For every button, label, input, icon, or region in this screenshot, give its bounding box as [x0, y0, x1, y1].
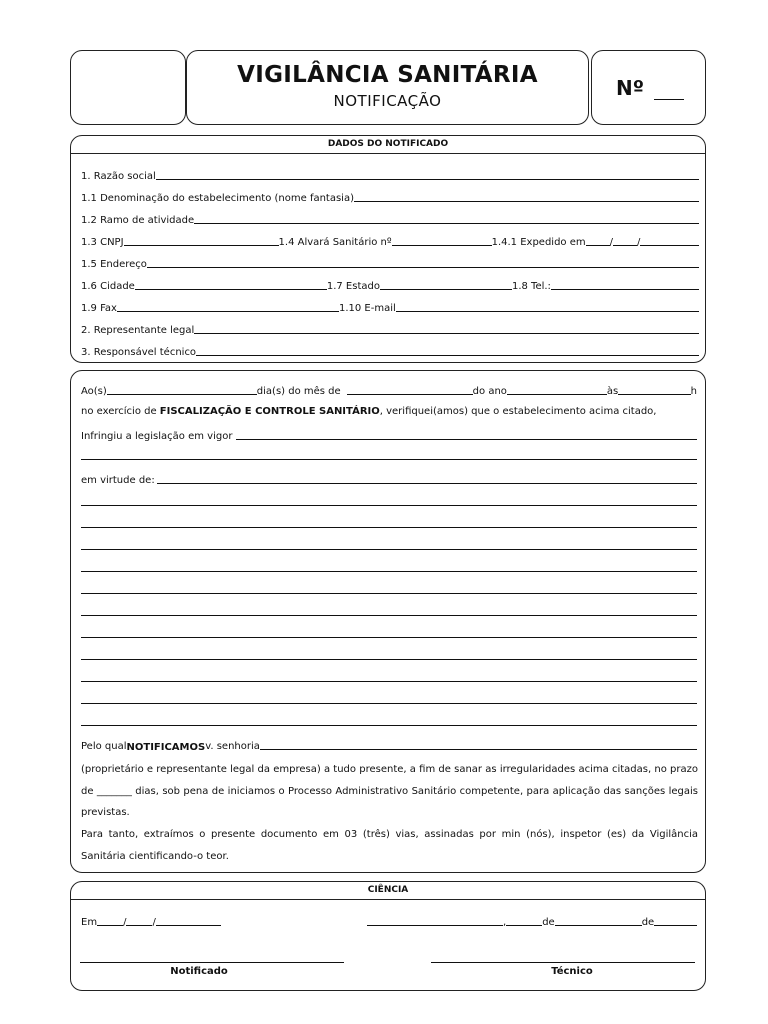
- place-field[interactable]: [367, 925, 503, 926]
- fax-label: 1.9 Fax: [81, 303, 117, 314]
- deadline-paragraph: (proprietário e representante legal da empresa) a tudo presente, a fim de sanar as irregularidades acima citadas, no prazo de _______ dias, sob pena de iniciamos o Processo Administrativo Sanitário competente, para aplicação das sanções legais previstas.: [81, 764, 698, 818]
- sign-year-field[interactable]: [654, 925, 697, 926]
- tecnico-label: Técnico: [551, 966, 593, 977]
- ciencia-month-field[interactable]: [126, 925, 152, 926]
- ramo-label: 1.2 Ramo de atividade: [81, 215, 195, 226]
- reason-line[interactable]: [81, 571, 697, 572]
- estado-label: 1.7 Estado: [326, 281, 380, 292]
- virtude-row: [81, 469, 697, 487]
- senhoria-field[interactable]: [260, 749, 697, 750]
- tel-field[interactable]: [551, 289, 699, 290]
- representante-field[interactable]: [194, 333, 699, 334]
- virtude-label: em virtude de:: [81, 475, 155, 486]
- de-label-2: de: [641, 917, 655, 928]
- sign-day-field[interactable]: [506, 925, 542, 926]
- notificamos-row: [81, 735, 697, 753]
- email-field[interactable]: [396, 311, 699, 312]
- reason-line[interactable]: [81, 681, 697, 682]
- endereco-row: [81, 251, 699, 271]
- ciencia-year-field[interactable]: [156, 925, 221, 926]
- ramo-field[interactable]: [194, 223, 699, 224]
- cidade-field[interactable]: [135, 289, 327, 290]
- reason-line[interactable]: [81, 593, 697, 594]
- logo-box: [70, 50, 186, 125]
- sign-month-field[interactable]: [555, 925, 642, 926]
- ramo-row: [81, 207, 699, 227]
- reason-line[interactable]: [81, 615, 697, 616]
- day-field[interactable]: [107, 394, 257, 395]
- year-field[interactable]: [507, 394, 607, 395]
- reason-line[interactable]: [81, 637, 697, 638]
- denominacao-field[interactable]: [354, 201, 699, 202]
- dias-label: dia(s) do mês de: [256, 386, 341, 397]
- cnpj-label: 1.3 CNPJ: [81, 237, 124, 248]
- denominacao-row: [81, 185, 699, 205]
- h-label: h: [690, 386, 697, 397]
- ciencia-heading: CIÊNCIA: [71, 882, 705, 900]
- virtude-field[interactable]: [157, 483, 697, 484]
- alvara-field[interactable]: [392, 245, 492, 246]
- notificado-signature-line[interactable]: [80, 962, 344, 963]
- cidade-row: [81, 273, 699, 293]
- ciencia-date-row: Em / /: [81, 911, 221, 929]
- number-box: [591, 50, 706, 125]
- fax-field[interactable]: [117, 311, 339, 312]
- de-label-1: de: [542, 917, 555, 928]
- responsavel-row: [81, 339, 699, 359]
- notified-data-section: [70, 135, 706, 363]
- estado-field[interactable]: [380, 289, 512, 290]
- reason-line[interactable]: [81, 703, 697, 704]
- representante-row: [81, 317, 699, 337]
- infringiu-label: Infringiu a legislação em vigor: [81, 431, 233, 442]
- cnpj-row: 1.3 CNPJ 1.4 Alvará Sanitário nº 1.4.1 Expedido em / /: [81, 229, 699, 249]
- expedido-label: 1.4.1 Expedido em: [491, 237, 586, 248]
- number-field[interactable]: [654, 99, 684, 100]
- responsavel-label: 3. Responsável técnico: [81, 347, 197, 358]
- notificamos-text: NOTIFICAMOS: [126, 742, 206, 753]
- reason-line[interactable]: [81, 527, 697, 528]
- notification-body-section: [70, 370, 706, 873]
- notified-data-heading: DADOS DO NOTIFICADO: [71, 136, 705, 154]
- hour-field[interactable]: [618, 394, 690, 395]
- infringiu-field[interactable]: [236, 439, 697, 440]
- reason-line[interactable]: [81, 505, 697, 506]
- notificado-label: Notificado: [170, 966, 228, 977]
- number-label: Nº: [616, 76, 645, 100]
- responsavel-field[interactable]: [196, 355, 699, 356]
- em-label: Em: [81, 917, 98, 928]
- place-date-row: , de de: [367, 911, 697, 929]
- alvara-label: 1.4 Alvará Sanitário nº: [278, 237, 392, 248]
- fax-row: [81, 295, 699, 315]
- reason-line[interactable]: [81, 659, 697, 660]
- razao-social-label: 1. Razão social: [81, 171, 156, 182]
- endereco-field[interactable]: [147, 267, 699, 268]
- reason-line[interactable]: [81, 549, 697, 550]
- ano-label: do ano: [472, 386, 507, 397]
- razao-social-row: [81, 163, 699, 183]
- infringiu-row: [81, 425, 697, 443]
- as-label: às: [606, 386, 619, 397]
- pelo-qual-label: Pelo qual: [81, 741, 127, 752]
- fiscalizacao-text: FISCALIZAÇÃO E CONTROLE SANITÁRIO: [159, 406, 380, 417]
- cidade-label: 1.6 Cidade: [81, 281, 135, 292]
- month-field[interactable]: [347, 394, 473, 395]
- infringiu-blank-line[interactable]: [81, 459, 697, 460]
- exercise-paragraph: no exercício de FISCALIZAÇÃO E CONTROLE SANITÁRIO, verifiquei(amos) que o estabelecimento acima citado,: [81, 406, 657, 417]
- title-box: [186, 50, 589, 125]
- expedido-day-field[interactable]: [586, 245, 610, 246]
- document-title: VIGILÂNCIA SANITÁRIA: [237, 62, 538, 88]
- razao-social-field[interactable]: [156, 179, 699, 180]
- document-subtitle: NOTIFICAÇÃO: [333, 92, 442, 110]
- senhoria-label: v. senhoria: [205, 741, 260, 752]
- ciencia-section: [70, 881, 706, 991]
- denominacao-label: 1.1 Denominação do estabelecimento (nome fantasia): [81, 193, 354, 204]
- representante-label: 2. Representante legal: [81, 325, 195, 336]
- endereco-label: 1.5 Endereço: [81, 259, 147, 270]
- tel-label: 1.8 Tel.:: [511, 281, 551, 292]
- copies-paragraph: Para tanto, extraímos o presente documento em 03 (três) vias, assinadas por min (nós), inspetor (es) da Vigilância Sanitária cientificando-o teor.: [81, 829, 698, 862]
- cnpj-field[interactable]: [124, 245, 279, 246]
- expedido-year-field[interactable]: [640, 245, 699, 246]
- ao-label: Ao(s): [81, 386, 107, 397]
- date-row: [81, 380, 697, 398]
- tecnico-signature-line[interactable]: [431, 962, 695, 963]
- email-label: 1.10 E-mail: [338, 303, 396, 314]
- ciencia-day-field[interactable]: [97, 925, 123, 926]
- reason-line[interactable]: [81, 725, 697, 726]
- expedido-month-field[interactable]: [613, 245, 637, 246]
